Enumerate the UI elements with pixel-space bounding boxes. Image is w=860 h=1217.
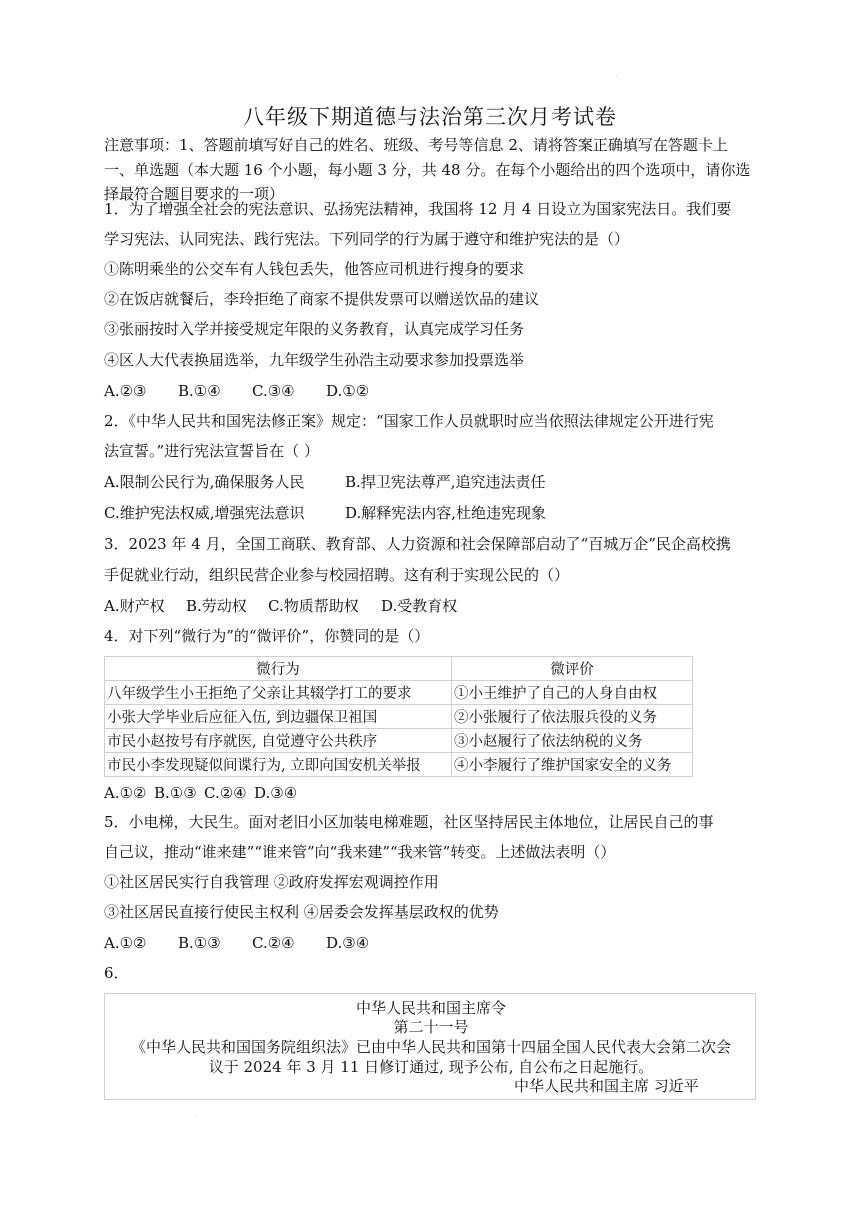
q3-stem-line1: 3．2023 年 4 月，全国工商联、教育部、人力资源和社会保障部启动了“百城万企”民企高校携	[104, 535, 731, 553]
scan-speck: ·	[615, 72, 618, 81]
q4-table	[104, 656, 693, 777]
q5-option-a[interactable]: A.①②	[104, 934, 147, 952]
presidential-order-box	[104, 993, 756, 1100]
q5-items-line1: ①社区居民实行自我管理 ②政府发挥宏观调控作用	[104, 873, 439, 891]
q1-item-3: ③张丽按时入学并接受规定年限的义务教育，认真完成学习任务	[104, 320, 525, 338]
order-body-line1: 《中华人民共和国国务院组织法》已由中华人民共和国第十四届全国人民代表大会第二次会	[130, 1038, 731, 1056]
table-cell-behavior: 八年级学生小王拒绝了父亲让其辍学打工的要求	[105, 681, 452, 705]
q3-option-b[interactable]: B.劳动权	[186, 597, 247, 615]
order-title: 中华人民共和国主席令	[355, 999, 506, 1017]
table-cell-evaluation: ②小张履行了依法服兵役的义务	[452, 705, 693, 729]
table-row	[105, 681, 693, 705]
exam-title: 八年级下期道德与法治第三次月考试卷	[243, 105, 617, 129]
q2-option-d[interactable]: D.解释宪法内容,杜绝违宪现象	[345, 504, 547, 522]
table-cell-evaluation: ③小赵履行了依法纳税的义务	[452, 729, 693, 753]
q5-stem-line1: 5．小电梯，大民生。面对老旧小区加装电梯难题，社区坚持居民主体地位，让居民自己的事	[104, 813, 714, 831]
q4-stem: 4．对下列“微行为”的“微评价”，你赞同的是（）	[104, 627, 430, 645]
table-cell-evaluation: ①小王维护了自己的人身自由权	[452, 681, 693, 705]
scan-speck: ·	[196, 1112, 199, 1121]
q1-item-1: ①陈明乘坐的公交车有人钱包丢失，他答应司机进行搜身的要求	[104, 260, 525, 278]
q6-number: 6．	[104, 964, 129, 982]
q2-option-c[interactable]: C.维护宪法权威,增强宪法意识	[104, 504, 305, 522]
section-heading-line2: 择最符合题目要求的一项）	[104, 185, 285, 203]
q4-option-a[interactable]: A.①②	[104, 784, 147, 802]
order-signature: 中华人民共和国主席 习近平	[514, 1077, 699, 1095]
q2-option-b[interactable]: B.捍卫宪法尊严,追究违法责任	[345, 473, 546, 491]
q5-options	[104, 933, 369, 953]
table-row	[105, 753, 693, 777]
table-cell-behavior: 市民小李发现疑似间谍行为, 立即向国安机关举报	[105, 753, 452, 777]
table-row	[105, 705, 693, 729]
q5-option-d[interactable]: D.③④	[326, 934, 370, 952]
q2-option-a[interactable]: A.限制公民行为,确保服务人民	[104, 473, 305, 491]
table-cell-behavior: 小张大学毕业后应征入伍, 到边疆保卫祖国	[105, 705, 452, 729]
q4-option-d[interactable]: D.③④	[254, 784, 298, 802]
q1-option-b[interactable]: B.①④	[178, 382, 221, 400]
q2-options-row1	[104, 472, 546, 492]
table-header-row	[105, 657, 693, 681]
section-heading-line1: 一、单选题（本大题 16 个小题，每小题 3 分，共 48 分。在每个小题给出的四个选项中，请你选	[104, 161, 751, 179]
order-body-line2: 议于 2024 年 3 月 11 日修订通过, 现予公布, 自公布之日起施行。	[208, 1058, 654, 1076]
q1-option-d[interactable]: D.①②	[326, 382, 370, 400]
table-cell-evaluation: ④小李履行了维护国家安全的义务	[452, 753, 693, 777]
table-header-cell: 微行为	[105, 657, 452, 681]
q4-option-c[interactable]: C.②④	[204, 784, 247, 802]
q1-option-c[interactable]: C.③④	[252, 382, 295, 400]
q3-option-c[interactable]: C.物质帮助权	[268, 597, 359, 615]
q1-stem-line2: 学习宪法、认同宪法、践行宪法。下列同学的行为属于遵守和维护宪法的是（）	[104, 230, 630, 248]
q3-stem-line2: 手促就业行动，组织民营企业参与校园招聘。这有利于实现公民的（）	[104, 566, 570, 584]
q3-option-a[interactable]: A.财产权	[104, 597, 165, 615]
q1-item-4: ④区人大代表换届选举，九年级学生孙浩主动要求参加投票选举	[104, 351, 525, 369]
q1-item-2: ②在饭店就餐后，李玲拒绝了商家不提供发票可以赠送饮品的建议	[104, 290, 540, 308]
order-number: 第二十一号	[393, 1018, 469, 1036]
q3-options	[104, 596, 457, 616]
q1-stem-line1: 1．为了增强全社会的宪法意识、弘扬宪法精神，我国将 12 月 4 日设立为国家宪法日。我们要	[104, 200, 732, 218]
q3-option-d[interactable]: D.受教育权	[381, 597, 458, 615]
q5-option-b[interactable]: B.①③	[178, 934, 221, 952]
q1-option-a[interactable]: A.②③	[104, 382, 147, 400]
q4-option-b[interactable]: B.①③	[154, 784, 197, 802]
q2-stem-line2: 法宣誓。”进行宪法宣誓旨在（ ）	[104, 442, 319, 460]
table-cell-behavior: 市民小赵按号有序就医, 自觉遵守公共秩序	[105, 729, 452, 753]
notice: 注意事项：1、答题前填写好自己的姓名、班级、考号等信息 2、请将答案正确填写在答题卡上	[104, 136, 728, 154]
table-header-cell: 微评价	[452, 657, 693, 681]
q5-items-line2: ③社区居民直接行使民主权利 ④居委会发挥基层政权的优势	[104, 903, 499, 921]
q2-stem-line1: 2．《中华人民共和国宪法修正案》规定：“国家工作人员就职时应当依照法律规定公开进行宪	[104, 412, 714, 430]
q1-options	[104, 381, 369, 401]
q2-options-row2	[104, 503, 546, 523]
q4-options	[104, 783, 297, 803]
table-row	[105, 729, 693, 753]
q5-option-c[interactable]: C.②④	[252, 934, 295, 952]
q5-stem-line2: 自己议，推动“谁来建”“谁来管”向“我来建”“我来管”转变。上述做法表明（）	[104, 843, 616, 861]
